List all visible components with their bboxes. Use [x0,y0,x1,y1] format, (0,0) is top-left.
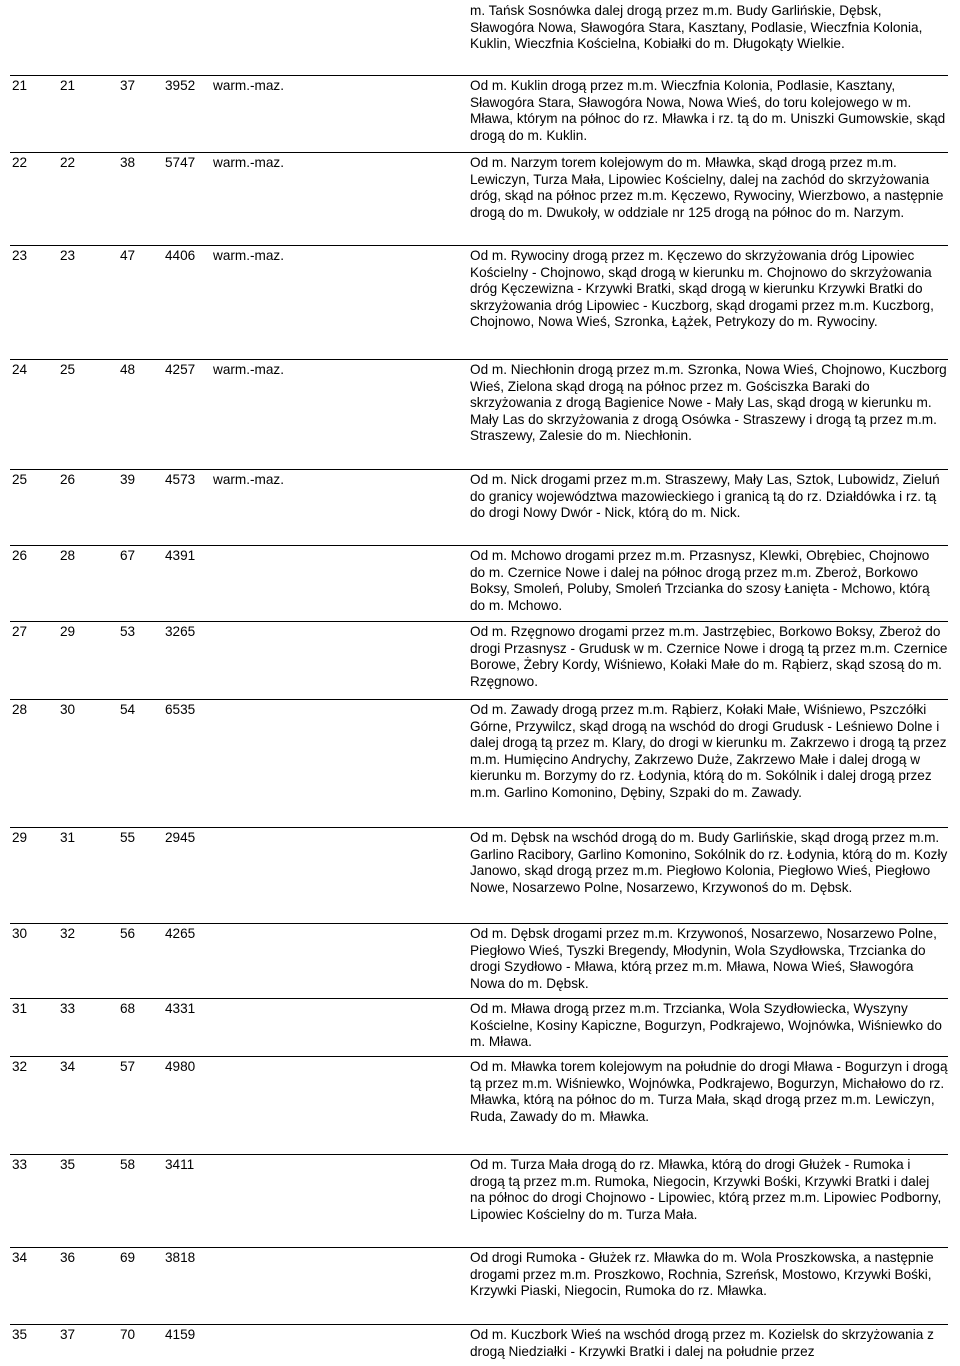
row-cell-c3: 38 [120,155,136,170]
row-cell-c1: 24 [12,362,28,377]
row-cell-c3: 68 [120,1001,136,1016]
row-cell-c3: 53 [120,624,136,639]
row-cell-c2: 22 [60,155,76,170]
row-cell-c2: 33 [60,1001,76,1016]
row-cell-c4: 6535 [165,702,196,717]
row-description: Od m. Mchowo drogami przez m.m. Przasnysz, Klewki, Obrębiec, Chojnowo do m. Czernice Nowe i dalej na północ drogą przez m.m. Zberoż, Borkowo Boksy, Smoleń, Poluby, Smoleń Trzcianka do szosy Łanięta - Mchowo, którą do m. Mchowo. [470,548,930,613]
row-cell-c5: warm.-maz. [213,362,284,377]
row-cell-c4: 4573 [165,472,196,487]
row-cell-c4: 5747 [165,155,196,170]
row-cell-c1: 25 [12,472,28,487]
row-cell-c4: 4331 [165,1001,196,1016]
row-cell-c1: 29 [12,830,28,845]
row-cell-c1: 21 [12,78,28,93]
row-cell-c4: 4406 [165,248,196,263]
row-cell-c3: 55 [120,830,136,845]
row-separator [10,1056,948,1057]
row-cell-c2: 35 [60,1157,76,1172]
row-cell-c2: 34 [60,1059,76,1074]
row-cell-c5: warm.-maz. [213,472,284,487]
row-cell-c2: 25 [60,362,76,377]
row-description: Od m. Rywociny drogą przez m. Kęczewo do skrzyżowania dróg Lipowiec Kościelny - Chojnowo, skąd drogą w kierunku m. Chojnowo do skrzyżowania dróg Kęczewizna - Krzywki Bratki, skąd drogą w kierunku Krzywki Bratki do skrzyżowania dróg Lipowiec - Kuczborg, skąd drogami przez m.m. Kuczborg, Chojnowo, Nowa Wieś, Szronka, Łążek, Petrykozy do m. Rywociny. [470,248,934,329]
row-cell-c1: 35 [12,1327,28,1342]
row-separator [10,621,948,622]
row-cell-c4: 3411 [165,1157,195,1172]
row-separator [10,245,948,246]
row-cell-c1: 33 [12,1157,28,1172]
row-separator [10,923,948,924]
row-cell-c4: 2945 [165,830,196,845]
row-cell-c1: 28 [12,702,28,717]
row-description: Od m. Mława drogą przez m.m. Trzcianka, Wola Szydłowiecka, Wyszyny Kościelne, Kosiny Kapiczne, Bogurzyn, Podkrajewo, Wojnówka, Wiśniewko do m. Mława. [470,1001,942,1049]
row-separator [10,827,948,828]
row-cell-c3: 39 [120,472,136,487]
row-cell-c4: 4257 [165,362,196,377]
row-description: Od m. Narzym torem kolejowym do m. Mławka, skąd drogą przez m.m. Lewiczyn, Turza Mała, Lipowiec Kościelny, dalej na zachód do skrzyżowania dróg, skąd na północ przez m.m. Kęczewo, Rywociny, Wierzbowo, a następnie drogą do m. Dwukoły, w oddziale nr 125 drogą na północ do m. Narzym. [470,155,944,220]
row-cell-c3: 48 [120,362,136,377]
row-description: Od m. Turza Mała drogą do rz. Mławka, którą do drogi Głużek - Rumoka i drogą tą przez m.m. Rumoka, Niegocin, Krzywki Bośki, Krzywki Bratki i dalej na północ do drogi Chojnowo - Lipowiec, którą przez m.m. Lipowiec Podborny, Lipowiec Kościelny do m. Turza Mała. [470,1157,942,1222]
row-description: Od m. Nick drogami przez m.m. Straszewy, Mały Las, Sztok, Lubowidz, Zieluń do granicy województwa mazowieckiego i granicą tą do rz. Działdówka i rz. tą do drogi Nowy Dwór - Nick, którą do m. Nick. [470,472,940,520]
row-cell-c1: 27 [12,624,28,639]
row-cell-c2: 28 [60,548,76,563]
row-cell-c1: 22 [12,155,28,170]
row-cell-c3: 58 [120,1157,136,1172]
row-separator [10,359,948,360]
row-cell-c3: 54 [120,702,136,717]
row-description: Od m. Zawady drogą przez m.m. Rąbierz, Kołaki Małe, Wiśniewo, Pszczółki Górne, Przywilcz, skąd drogą na wschód do drogi Grudusk - Leśniewo Dolne i dalej drogą tą przez m. Klary, do drogi w kierunku m. Zakrzewo i drogą tą przez m.m. Humięcino Andrychy, Zakrzewo Duże, Zakrzewo Małe i dalej drogą w kierunku m. Borzymy do rz. Łodynia, którą do m. Sokólnik i dalej drogą przez m.m. Garlino Komonino, Dębiny, Szpaki do m. Zawady. [470,702,947,800]
row-separator [10,469,948,470]
row-cell-c3: 57 [120,1059,136,1074]
row-separator [10,998,948,999]
row-cell-c1: 32 [12,1059,28,1074]
row-cell-c4: 3952 [165,78,196,93]
row-cell-c2: 21 [60,78,76,93]
row-cell-c5: warm.-maz. [213,78,284,93]
row-separator [10,152,948,153]
row-cell-c4: 4265 [165,926,196,941]
row-separator [10,1324,948,1325]
row-separator [10,75,948,76]
row-cell-c2: 36 [60,1250,76,1265]
row-separator [10,545,948,546]
row-cell-c2: 31 [60,830,76,845]
row-description: Od m. Kuklin drogą przez m.m. Wieczfnia Kolonia, Podlasie, Kasztany, Sławogóra Stara, Sławogóra Nowa, Nowa Wieś, do toru kolejowego w m. Mława, którym na północ do rz. Mławka i rz. tą do m. Uniszki Gumowskie, skąd drogą do m. Kuklin. [470,78,946,143]
row-cell-c3: 56 [120,926,136,941]
row-cell-c2: 23 [60,248,76,263]
row-cell-c3: 67 [120,548,136,563]
row-separator [10,699,948,700]
row-cell-c1: 23 [12,248,28,263]
row-cell-c2: 29 [60,624,76,639]
row-cell-c3: 70 [120,1327,136,1342]
row-cell-c2: 37 [60,1327,76,1342]
row-cell-c4: 3265 [165,624,196,639]
row-cell-c1: 26 [12,548,28,563]
row-separator [10,1154,948,1155]
row-cell-c1: 34 [12,1250,28,1265]
row-description: Od m. Kuczbork Wieś na wschód drogą przez m. Kozielsk do skrzyżowania z drogą Niedziałki - Krzywki Bratki i dalej na południe przez [470,1327,934,1359]
row-description: Od m. Niechłonin drogą przez m.m. Szronka, Nowa Wieś, Chojnowo, Kuczborg Wieś, Zielona skąd drogą na północ przez m. Gościszka Baraki do skrzyżowania z drogą Bagienice Nowe - Mały Las, skąd drogą w kierunku m. Mały Las do skrzyżowania z drogą Osówka - Straszewy i drogą tą przez m.m. Straszewy, Zalesie do m. Niechłonin. [470,362,947,443]
row-cell-c2: 30 [60,702,76,717]
row-cell-c4: 4980 [165,1059,196,1074]
row-cell-c1: 31 [12,1001,28,1016]
row-description: Od m. Mławka torem kolejowym na południe do drogi Mława - Bogurzyn i drogą tą przez m.m. Wiśniewko, Wojnówka, Podkrajewo, Bogurzyn, Michałowo do rz. Mławka, którą na północ do m. Turza Mała, skąd drogą przez m.m. Lewiczyn, Ruda, Zawady do m. Mławka. [470,1059,948,1124]
row-cell-c2: 32 [60,926,76,941]
row-cell-c2: 26 [60,472,76,487]
row-cell-c3: 69 [120,1250,136,1265]
row-description: Od m. Dębsk na wschód drogą do m. Budy Garlińskie, skąd drogą przez m.m. Garlino Racibory, Garlino Komonino, Sokólnik do rz. Łodynia, którą do m. Kozły Janowo, skąd drogą przez m.m. Piegłowo Kolonia, Piegłowo Wieś, Piegłowo Nowe, Nosarzewo Polne, Nosarzewo, Krzywonoś do m. Dębsk. [470,830,948,895]
intro-text: m. Tańsk Sosnówka dalej drogą przez m.m. Budy Garlińskie, Dębsk, Sławogóra Nowa, Sławogóra Stara, Kasztany, Podlasie, Wieczfnia Kolonia, Kuklin, Wieczfnia Kościelna, Kobiałki do m. Długokąty Wielkie. [470,3,923,51]
row-description: Od m. Dębsk drogami przez m.m. Krzywonoś, Nosarzewo, Nosarzewo Polne, Piegłowo Wieś, Tyszki Bregendy, Młodynin, Wola Szydłowska, Trzcianka do drogi Szydłowo - Mława, którą przez m.m. Mława, Nowa Wieś, Sławogóra Nowa do m. Dębsk. [470,926,937,991]
row-cell-c3: 37 [120,78,136,93]
row-cell-c1: 30 [12,926,28,941]
row-cell-c5: warm.-maz. [213,155,284,170]
row-cell-c4: 4159 [165,1327,196,1342]
row-separator [10,1247,948,1248]
row-cell-c3: 47 [120,248,136,263]
row-description: Od drogi Rumoka - Głużek rz. Mławka do m. Wola Proszkowska, a następnie drogami przez m.m. Proszkowo, Rochnia, Szreńsk, Mostowo, Krzywki Bośki, Krzywki Piaski, Niegocin, Rumoka do rz. Mławka. [470,1250,934,1298]
row-cell-c4: 3818 [165,1250,196,1265]
row-cell-c4: 4391 [165,548,196,563]
row-cell-c5: warm.-maz. [213,248,284,263]
row-description: Od m. Rzęgnowo drogami przez m.m. Jastrzębiec, Borkowo Boksy, Zberoż do drogi Przasnysz - Grudusk w m. Czernice Nowe i drogą tą przez m.m. Czernice Borowe, Żebry Kordy, Wiśniewo, Kołaki Małe do m. Rąbierz, skąd szosą do m. Rzęgnowo. [470,624,948,689]
